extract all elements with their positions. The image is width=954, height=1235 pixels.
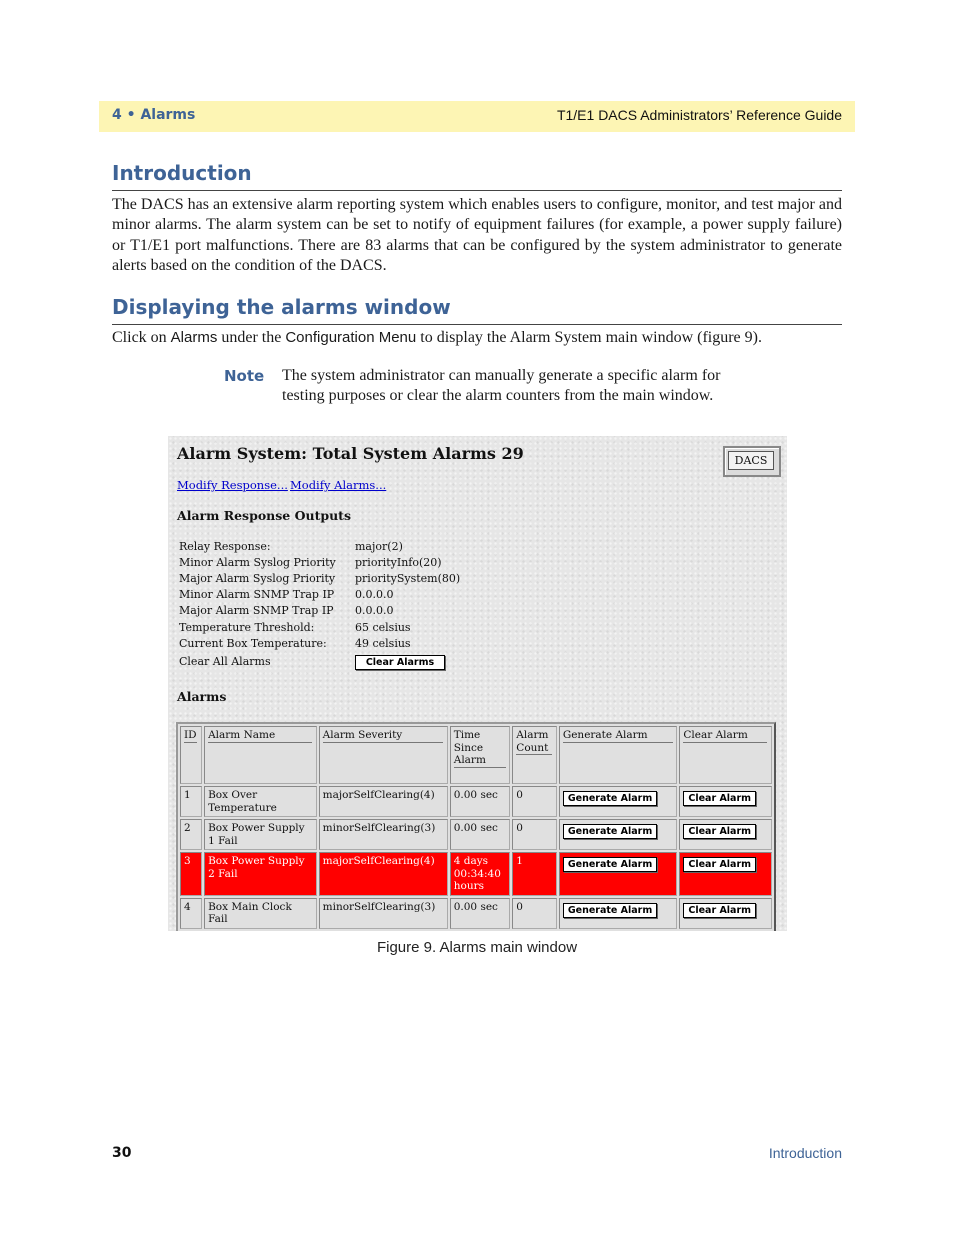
- figure-caption: Figure 9. Alarms main window: [376, 939, 578, 956]
- alarms-table: [176, 722, 776, 931]
- note-text: The system administrator can manually generate a specific alarm for testing purposes or clear the alarm counters from the main window.: [282, 367, 721, 405]
- intro-paragraph: The DACS has an extensive alarm reporting system which enables users to configure, monitor, and test major and minor alarms. The alarm system can be set to notify of equipment failures (for example, a power supply failure) or T1/E1 port malfunctions. There are 83 alarms that can be configured by the system administrator to generate alerts based on the condition of the DACS.: [112, 196, 842, 274]
- response-label: Current Box Temperature:: [179, 637, 327, 650]
- cell-alarm-name: Box Power Supply 1 Fail: [204, 819, 317, 850]
- text-click-on: Click on: [112, 329, 167, 346]
- clear-alarm-button[interactable]: Clear Alarm: [683, 791, 756, 806]
- cell-time: 0.00 sec: [450, 819, 511, 850]
- cell-count: 1: [512, 852, 557, 896]
- section-title-displaying: Displaying the alarms window: [112, 295, 451, 319]
- cell-generate: [559, 786, 678, 817]
- response-label: Minor Alarm Syslog Priority: [179, 556, 336, 569]
- response-label: Major Alarm SNMP Trap IP: [179, 604, 334, 617]
- response-value: 65 celsius: [355, 621, 411, 634]
- header-alarm-count: Alarm Count: [512, 726, 557, 784]
- cell-severity: minorSelfClearing(3): [319, 898, 448, 929]
- cell-id: 1: [180, 786, 202, 817]
- table-header-row: [180, 726, 772, 784]
- clear-alarm-button[interactable]: Clear Alarm: [683, 903, 756, 918]
- cell-alarm-name: Box Over Temperature: [204, 786, 317, 817]
- response-value: prioritySystem(80): [355, 572, 461, 585]
- cell-generate: [559, 819, 678, 850]
- cell-count: 0: [512, 819, 557, 850]
- cell-id: 3: [180, 852, 202, 896]
- guide-title: T1/E1 DACS Administrators’ Reference Guide: [556, 107, 842, 123]
- ui-term-alarms: Alarms: [170, 329, 218, 346]
- section-rule: [112, 190, 842, 191]
- clear-all-alarms-label: Clear All Alarms: [179, 655, 271, 668]
- cell-time: 0.00 sec: [450, 786, 511, 817]
- header-alarm-name: Alarm Name: [204, 726, 317, 784]
- header-time-since-alarm: Time Since Alarm: [450, 726, 511, 784]
- note-label: Note: [224, 367, 265, 385]
- running-header: [99, 101, 855, 132]
- display-paragraph: [112, 328, 842, 348]
- clear-all-alarms-button[interactable]: Clear Alarms: [355, 655, 445, 670]
- cell-alarm-name: Box Main Clock Fail: [204, 898, 317, 929]
- section-rule: [112, 324, 842, 325]
- modify-response-link[interactable]: Modify Response...: [177, 478, 288, 492]
- cell-time: 0.00 sec: [450, 898, 511, 929]
- table-row: [180, 819, 772, 850]
- table-row: [180, 898, 772, 929]
- response-label: Major Alarm Syslog Priority: [179, 572, 336, 585]
- alarm-system-screenshot: [168, 436, 787, 931]
- cell-clear: [679, 898, 772, 929]
- alarms-heading: Alarms: [177, 689, 227, 704]
- dacs-button[interactable]: [723, 446, 781, 477]
- clear-alarm-button[interactable]: Clear Alarm: [683, 824, 756, 839]
- cell-count: 0: [512, 898, 557, 929]
- generate-alarm-button[interactable]: Generate Alarm: [563, 824, 657, 839]
- response-value: priorityInfo(20): [355, 556, 442, 569]
- cell-clear: [679, 819, 772, 850]
- response-value: 0.0.0.0: [355, 588, 394, 601]
- table-row-active-alarm: [180, 852, 772, 896]
- header-generate-alarm: Generate Alarm: [559, 726, 678, 784]
- cell-count: 0: [512, 786, 557, 817]
- generate-alarm-button[interactable]: Generate Alarm: [563, 791, 657, 806]
- generate-alarm-button[interactable]: Generate Alarm: [563, 903, 657, 918]
- cell-severity: majorSelfClearing(4): [319, 786, 448, 817]
- cell-clear: [679, 786, 772, 817]
- response-label: Minor Alarm SNMP Trap IP: [179, 588, 335, 601]
- response-label: Relay Response:: [179, 540, 271, 553]
- cell-severity: majorSelfClearing(4): [319, 852, 448, 896]
- page-number: 30: [112, 1145, 132, 1161]
- text-rest: to display the Alarm System main window (figure 9).: [420, 329, 762, 346]
- ui-term-configuration-menu: Configuration Menu: [285, 329, 417, 346]
- cell-alarm-name: Box Power Supply 2 Fail: [204, 852, 317, 896]
- alarm-response-heading: Alarm Response Outputs: [177, 508, 351, 523]
- alarm-system-title: Alarm System: Total System Alarms 29: [177, 444, 524, 463]
- footer-section: Introduction: [768, 1145, 842, 1161]
- response-value: major(2): [355, 540, 403, 553]
- response-value: 0.0.0.0: [355, 604, 394, 617]
- modify-alarms-link[interactable]: Modify Alarms...: [290, 478, 387, 492]
- header-alarm-severity: Alarm Severity: [319, 726, 448, 784]
- cell-id: 4: [180, 898, 202, 929]
- cell-generate: [559, 852, 678, 896]
- cell-id: 2: [180, 819, 202, 850]
- response-label: Temperature Threshold:: [179, 621, 315, 634]
- header-clear-alarm: Clear Alarm: [679, 726, 772, 784]
- dacs-button-label: DACS: [728, 451, 774, 470]
- section-title-introduction: Introduction: [112, 161, 252, 185]
- table-row: [180, 786, 772, 817]
- response-value: 49 celsius: [355, 637, 411, 650]
- header-id: ID: [180, 726, 202, 784]
- clear-alarm-button[interactable]: Clear Alarm: [683, 857, 756, 872]
- cell-clear: [679, 852, 772, 896]
- chapter-label: 4 • Alarms: [112, 107, 196, 123]
- generate-alarm-button[interactable]: Generate Alarm: [563, 857, 657, 872]
- cell-time: 4 days 00:34:40 hours: [450, 852, 511, 896]
- cell-generate: [559, 898, 678, 929]
- text-under: under the: [221, 329, 282, 346]
- cell-severity: minorSelfClearing(3): [319, 819, 448, 850]
